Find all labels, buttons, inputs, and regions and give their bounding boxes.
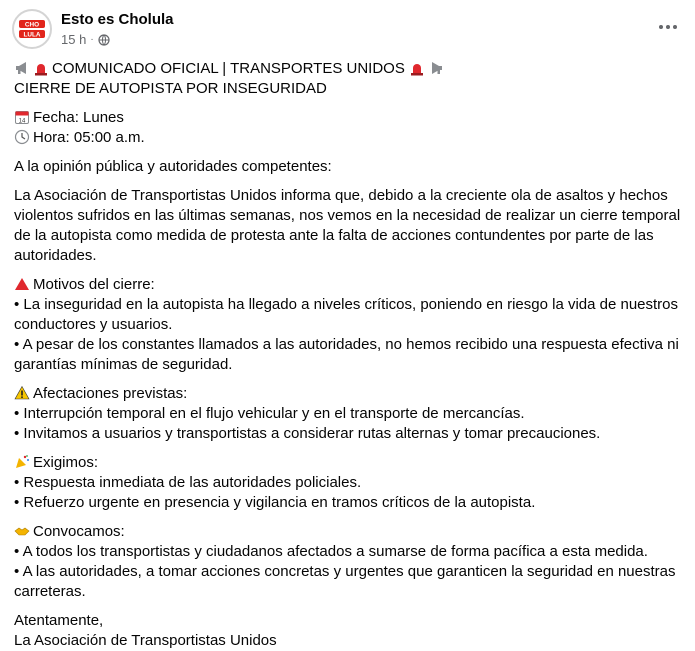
dot-icon <box>666 25 670 29</box>
post-subtitle: CIERRE DE AUTOPISTA POR INSEGURIDAD <box>14 80 327 97</box>
svg-text:CHO: CHO <box>24 21 40 29</box>
post-title: COMUNICADO OFICIAL | TRANSPORTES UNIDOS <box>52 60 405 77</box>
section-heading-text: Afectaciones previstas: <box>33 385 188 402</box>
svg-text:LULA: LULA <box>23 31 41 39</box>
greeting: A la opinión pública y autoridades competentes: <box>14 158 332 175</box>
section-heading-text: Motivos del cierre: <box>33 276 155 293</box>
list-item: • A las autoridades, a tomar acciones concretas y urgentes que garanticen la seguridad en nuestras carreteras. <box>14 563 676 600</box>
clock-icon <box>14 129 30 145</box>
post-meta <box>61 32 110 47</box>
dot-icon <box>659 25 663 29</box>
section-heading <box>14 453 690 473</box>
red-triangle-icon <box>14 276 30 292</box>
post-time[interactable]: 15 h <box>61 32 87 47</box>
megaphone-icon <box>428 60 444 76</box>
more-options-button[interactable] <box>655 17 681 37</box>
page-name[interactable]: Esto es Cholula <box>61 11 174 28</box>
svg-text:14: 14 <box>18 118 26 125</box>
post-title-line <box>14 59 690 79</box>
handshake-icon <box>14 523 30 539</box>
list-item: • A pesar de los constantes llamados a las autoridades, no hemos recibido una respuesta efectiva ni garantías mínimas de seguridad. <box>14 336 679 373</box>
list-item: • A todos los transportistas y ciudadanos afectados a sumarse de forma pacífica a esta medida. <box>14 543 648 560</box>
list-item: • Invitamos a usuarios y transportistas a considerar rutas alternas y tomar precauciones. <box>14 425 601 442</box>
intro-paragraph: La Asociación de Transportistas Unidos informa que, debido a la creciente ola de asaltos y hechos violentos sufridos en las últimas semanas, nos vemos en la necesidad de realizar un cierre temporal de la autopista como medida de protesta ante la falta de acciones contundentes por parte de las autoridades. <box>14 187 681 264</box>
list-item: • La inseguridad en la autopista ha llegado a niveles críticos, poniendo en riesgo la vida de nuestros conductores y usuarios. <box>14 296 679 333</box>
date-text: Fecha: Lunes <box>33 109 124 126</box>
avatar[interactable] <box>12 9 52 49</box>
date-line <box>14 108 690 128</box>
warning-icon <box>14 385 30 401</box>
section-heading-text: Exigimos: <box>33 454 99 471</box>
closing: Atentamente, <box>14 612 104 629</box>
time-text: Hora: 05:00 a.m. <box>33 129 145 146</box>
megaphone-icon <box>14 60 30 76</box>
party-popper-icon <box>14 454 30 470</box>
dot-icon <box>673 25 677 29</box>
section-heading <box>14 275 690 295</box>
globe-icon <box>98 34 110 46</box>
section-heading-text: Convocamos: <box>33 523 125 540</box>
post-header <box>12 9 683 53</box>
meta-separator: · <box>90 34 94 45</box>
list-item: • Refuerzo urgente en presencia y vigilancia en tramos críticos de la autopista. <box>14 494 536 511</box>
signature: La Asociación de Transportistas Unidos <box>14 632 277 649</box>
list-item: • Interrupción temporal en el flujo vehicular y en el transporte de mercancías. <box>14 405 525 422</box>
siren-icon <box>33 60 49 76</box>
section-heading <box>14 384 690 404</box>
post-body <box>14 59 690 651</box>
list-item: • Respuesta inmediata de las autoridades policiales. <box>14 474 362 491</box>
time-line <box>14 128 690 148</box>
calendar-icon <box>14 109 30 125</box>
siren-icon <box>409 60 425 76</box>
cholula-logo-icon <box>15 12 49 46</box>
section-heading <box>14 522 690 542</box>
